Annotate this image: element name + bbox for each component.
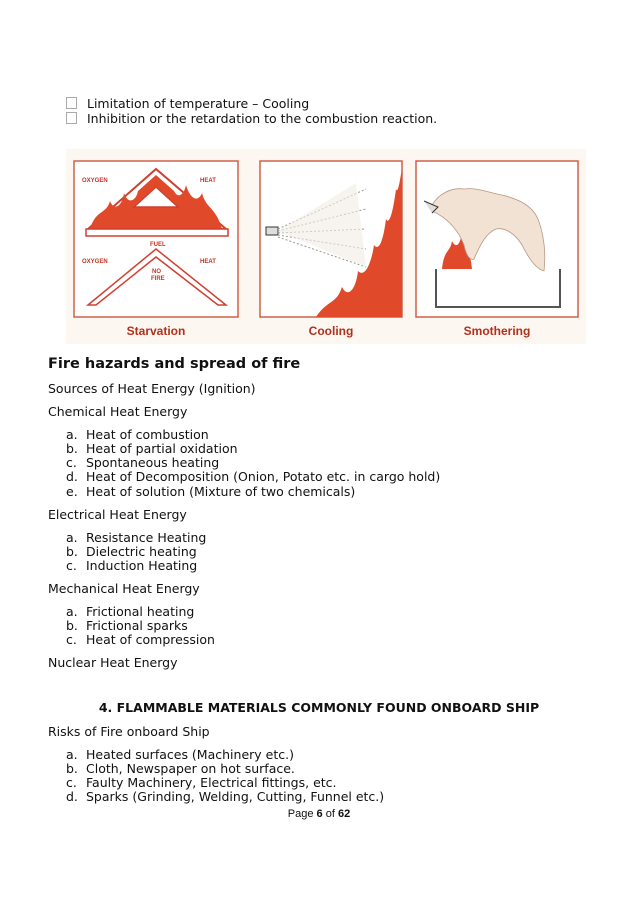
list-item: a. Heat of combustion	[66, 427, 209, 442]
mechanical-label: Mechanical Heat Energy	[48, 581, 200, 596]
list-item: b. Dielectric heating	[66, 544, 197, 559]
list-item: c. Heat of compression	[66, 632, 215, 647]
list-item: c. Induction Heating	[66, 558, 198, 573]
caption-starvation: Starvation	[126, 324, 186, 338]
nuclear-label: Nuclear Heat Energy	[48, 655, 178, 670]
list-item: b. Heat of partial oxidation	[66, 441, 238, 456]
bullet-text: Inhibition or the retardation to the combustion reaction.	[87, 111, 438, 126]
checkbox-bullet-icon	[66, 97, 77, 109]
fire-extinction-figure	[66, 149, 586, 344]
svg-text:FIRE: FIRE	[151, 276, 165, 282]
nozzle-icon	[266, 227, 278, 235]
bullet-text: Limitation of temperature – Cooling	[87, 96, 310, 111]
list-item: b. Cloth, Newspaper on hot surface.	[66, 761, 295, 776]
fuel-bar	[86, 229, 228, 236]
list-item: d. Heat of Decomposition (Onion, Potato etc. in cargo hold)	[66, 469, 441, 484]
label-heat-bottom: HEAT	[200, 259, 216, 265]
list-item: b. Frictional sparks	[66, 618, 188, 633]
list-item: a. Heated surfaces (Machinery etc.)	[66, 747, 294, 762]
list-item: d. Sparks (Grinding, Welding, Cutting, Funnel etc.)	[66, 789, 385, 804]
label-heat-top: HEAT	[200, 178, 216, 184]
caption-cooling: Cooling	[308, 324, 354, 338]
label-no-fire: NO	[152, 269, 161, 275]
label-oxygen-top: OXYGEN	[82, 178, 108, 184]
label-fuel: FUEL	[150, 242, 166, 248]
list-item: a. Frictional heating	[66, 604, 195, 619]
fire-extinction-diagram	[66, 149, 586, 344]
bullet-item	[66, 111, 437, 126]
sources-label: Sources of Heat Energy (Ignition)	[48, 381, 256, 396]
list-item: e. Heat of solution (Mixture of two chemicals)	[66, 484, 356, 499]
section-heading: Fire hazards and spread of fire	[48, 356, 301, 372]
section-4-heading: 4. FLAMMABLE MATERIALS COMMONLY FOUND ONBOARD SHIP	[98, 700, 540, 715]
page-footer: Page 6 of 62	[287, 808, 351, 820]
chemical-label: Chemical Heat Energy	[48, 404, 188, 419]
page-total: 62	[337, 808, 351, 820]
risks-label: Risks of Fire onboard Ship	[48, 724, 210, 739]
bullet-item	[66, 96, 309, 111]
electrical-label: Electrical Heat Energy	[48, 507, 187, 522]
list-item: c. Faulty Machinery, Electrical fittings, etc.	[66, 775, 337, 790]
page-current: 6	[316, 808, 323, 820]
smothering-panel-frame	[416, 161, 578, 317]
caption-smothering: Smothering	[463, 324, 531, 338]
label-oxygen-bottom: OXYGEN	[82, 259, 108, 265]
list-item: c. Spontaneous heating	[66, 455, 220, 470]
checkbox-bullet-icon	[66, 112, 77, 124]
list-item: a. Resistance Heating	[66, 530, 207, 545]
